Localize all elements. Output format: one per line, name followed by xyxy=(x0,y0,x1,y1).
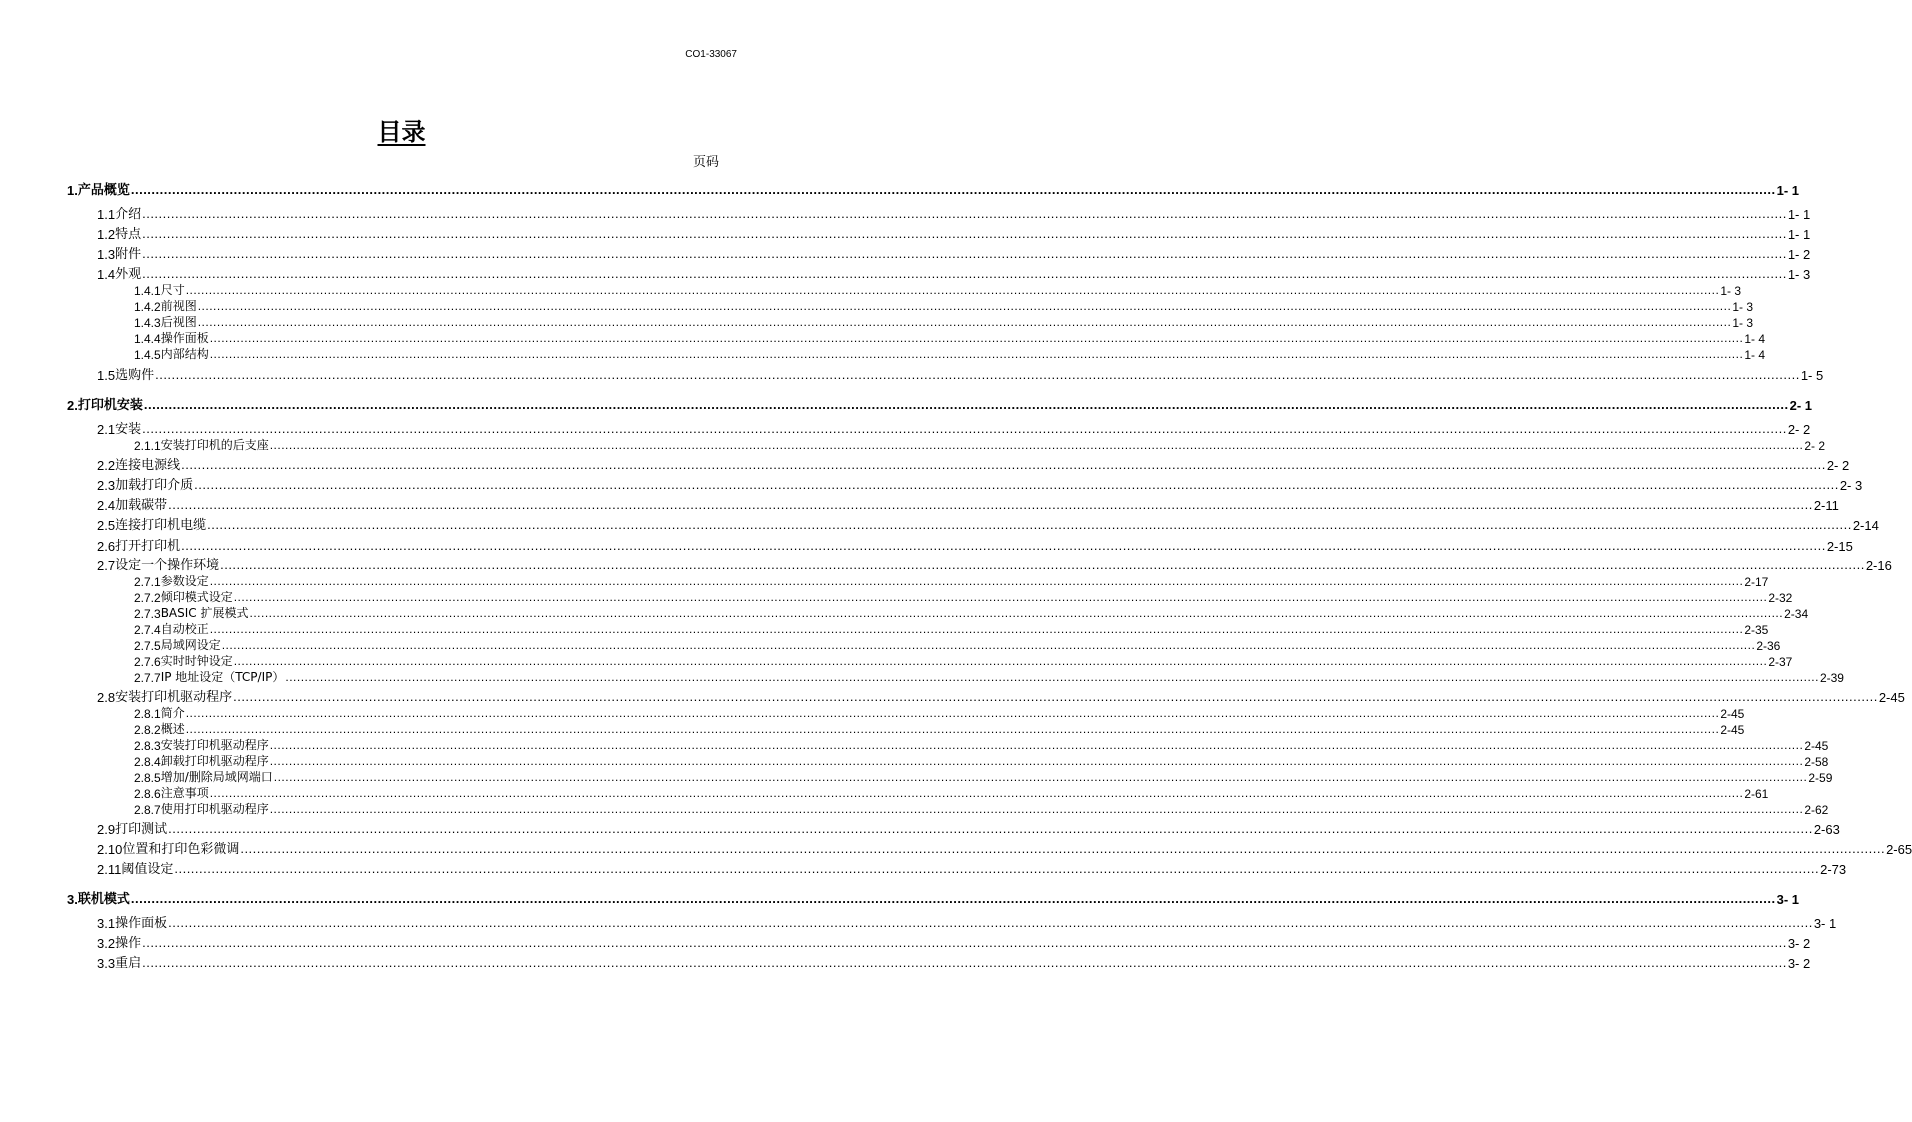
toc-entry-page-number: 2- 1 xyxy=(1789,398,1812,413)
document-id: CO1-33067 xyxy=(685,49,737,60)
toc-entry-1-4-4[interactable] xyxy=(134,331,1765,346)
toc-entry-title: 操作面板 xyxy=(160,331,209,345)
toc-entry-1[interactable] xyxy=(67,182,1799,198)
toc-entry-number: 3.3 xyxy=(97,956,116,971)
dot-leader: ................................................................................................................................................................................................................................................................................................................................................................................................................ xyxy=(209,331,1744,345)
dot-leader: ................................................................................................................................................................................................................................................................................................................................................................................................................ xyxy=(197,299,1732,313)
toc-entry-title: 安装打印机驱动程序 xyxy=(115,690,233,705)
dot-leader: ................................................................................................................................................................................................................................................................................................................................................................................................................ xyxy=(181,457,1826,472)
toc-entry-page-number: 2-62 xyxy=(1804,803,1829,817)
toc-entry-3-1[interactable] xyxy=(97,915,1837,931)
dot-leader: ................................................................................................................................................................................................................................................................................................................................................................................................................ xyxy=(269,754,1804,768)
toc-entry-title: 加载打印介质 xyxy=(115,478,194,493)
toc-entry-3-2[interactable] xyxy=(97,935,1811,951)
toc-entry-title: 连接打印机电缆 xyxy=(115,518,207,533)
toc-entry-1-3[interactable] xyxy=(97,246,1811,262)
toc-entry-title: 外观 xyxy=(115,267,142,282)
toc-entry-title: 简介 xyxy=(160,706,185,720)
toc-entry-number: 2.8.2 xyxy=(134,723,161,737)
toc-entry-title: 参数设定 xyxy=(160,574,209,588)
toc-entry-page-number: 1- 3 xyxy=(1732,316,1753,330)
page-title: 目录 xyxy=(377,118,426,146)
toc-entry-page-number: 2-39 xyxy=(1819,671,1844,685)
toc-entry-number: 2.7 xyxy=(97,558,116,573)
toc-entry-2-8-7[interactable] xyxy=(134,802,1829,817)
toc-entry-number: 1. xyxy=(67,183,78,198)
toc-entry-1-5[interactable] xyxy=(97,367,1824,383)
toc-entry-number: 1.4.5 xyxy=(134,348,161,362)
toc-entry-title: 打开打印机 xyxy=(115,539,181,554)
toc-entry-title: 后视图 xyxy=(160,315,197,329)
toc-entry-2-11[interactable] xyxy=(97,861,1847,877)
dot-leader: ................................................................................................................................................................................................................................................................................................................................................................................................................ xyxy=(233,590,1768,604)
dot-leader: ................................................................................................................................................................................................................................................................................................................................................................................................................ xyxy=(142,266,1787,281)
dot-leader: ................................................................................................................................................................................................................................................................................................................................................................................................................ xyxy=(142,955,1787,970)
toc-entry-2-8[interactable] xyxy=(97,689,1905,705)
toc-entry-number: 2.8.4 xyxy=(134,755,161,769)
toc-entry-number: 2.6 xyxy=(97,539,116,554)
dot-leader: ................................................................................................................................................................................................................................................................................................................................................................................................................ xyxy=(233,689,1878,704)
dot-leader: ................................................................................................................................................................................................................................................................................................................................................................................................................ xyxy=(269,738,1804,752)
toc-entry-title: 联机模式 xyxy=(77,892,130,907)
toc-entry-number: 2.8.6 xyxy=(134,787,161,801)
toc-entry-2-8-5[interactable] xyxy=(134,770,1833,785)
toc-entry-page-number: 1- 2 xyxy=(1787,247,1811,262)
toc-entry-title: 打印测试 xyxy=(115,822,168,837)
toc-entry-title: 前视图 xyxy=(160,299,197,313)
toc-entry-page-number: 1- 1 xyxy=(1787,227,1811,242)
toc-entry-2-7-6[interactable] xyxy=(134,654,1793,669)
toc-entry-2-7-4[interactable] xyxy=(134,622,1769,637)
toc-entry-number: 2.11 xyxy=(97,862,122,877)
toc-entry-1-4-2[interactable] xyxy=(134,299,1753,314)
toc-entry-2-7-2[interactable] xyxy=(134,590,1793,605)
toc-entry-title: 介绍 xyxy=(115,207,142,222)
toc-entry-title: 加载碳带 xyxy=(115,498,168,513)
toc-entry-page-number: 2-63 xyxy=(1813,822,1840,837)
toc-entry-1-4[interactable] xyxy=(97,266,1811,282)
dot-leader: ................................................................................................................................................................................................................................................................................................................................................................................................................ xyxy=(269,438,1804,452)
toc-entry-title: 卸载打印机驱动程序 xyxy=(160,754,269,768)
toc-entry-2-2[interactable] xyxy=(97,457,1850,473)
toc-entry-number: 2.4 xyxy=(97,498,116,513)
toc-entry-2-7-1[interactable] xyxy=(134,574,1769,589)
toc-entry-number: 2.5 xyxy=(97,518,116,533)
toc-entry-2-8-2[interactable] xyxy=(134,722,1745,737)
toc-entry-title: 内部结构 xyxy=(160,347,209,361)
toc-entry-title: 打印机安装 xyxy=(77,398,143,413)
toc-entry-number: 2.7.5 xyxy=(134,639,161,653)
toc-entry-page-number: 2-37 xyxy=(1768,655,1793,669)
toc-entry-number: 2.1.1 xyxy=(134,439,161,453)
dot-leader: ................................................................................................................................................................................................................................................................................................................................................................................................................ xyxy=(168,497,1813,512)
dot-leader: ................................................................................................................................................................................................................................................................................................................................................................................................................ xyxy=(168,821,1813,836)
toc-entry-number: 1.3 xyxy=(97,247,116,262)
toc-entry-page-number: 1- 4 xyxy=(1744,348,1765,362)
toc-entry-2-1-1[interactable] xyxy=(134,438,1825,453)
page-column-label: 页码 xyxy=(692,155,719,170)
toc-entry-title: 使用打印机驱动程序 xyxy=(160,802,269,816)
toc-entry-2-8-6[interactable] xyxy=(134,786,1769,801)
toc-entry-title: 附件 xyxy=(115,247,142,262)
toc-entry-page-number: 2- 2 xyxy=(1787,422,1811,437)
toc-entry-title: 安装打印机驱动程序 xyxy=(160,738,269,752)
dot-leader: ................................................................................................................................................................................................................................................................................................................................................................................................................ xyxy=(220,557,1865,572)
toc-entry-number: 1.4.1 xyxy=(134,284,161,298)
dot-leader: ................................................................................................................................................................................................................................................................................................................................................................................................................ xyxy=(194,477,1839,492)
toc-entry-page-number: 2-45 xyxy=(1720,723,1745,737)
toc-entry-page-number: 3- 2 xyxy=(1787,956,1811,971)
toc-entry-number: 2.8.1 xyxy=(134,707,161,721)
toc-entry-page-number: 1- 4 xyxy=(1744,332,1765,346)
dot-leader: ................................................................................................................................................................................................................................................................................................................................................................................................................ xyxy=(233,654,1768,668)
dot-leader: ................................................................................................................................................................................................................................................................................................................................................................................................................ xyxy=(142,246,1787,261)
toc-entry-page-number: 2-65 xyxy=(1886,842,1912,857)
dot-leader: ................................................................................................................................................................................................................................................................................................................................................................................................................ xyxy=(168,915,1813,930)
dot-leader: ................................................................................................................................................................................................................................................................................................................................................................................................................ xyxy=(240,841,1886,856)
toc-entry-number: 2.10 xyxy=(97,842,123,857)
dot-leader: ................................................................................................................................................................................................................................................................................................................................................................................................................ xyxy=(142,206,1787,221)
toc-entry-page-number: 2-11 xyxy=(1813,498,1839,513)
toc-entry-number: 1.4.3 xyxy=(134,316,161,330)
dot-leader: ................................................................................................................................................................................................................................................................................................................................................................................................................ xyxy=(221,638,1756,652)
toc-entry-number: 2.9 xyxy=(97,822,116,837)
dot-leader: ................................................................................................................................................................................................................................................................................................................................................................................................................ xyxy=(185,722,1720,736)
dot-leader: ................................................................................................................................................................................................................................................................................................................................................................................................................ xyxy=(142,421,1787,436)
toc-entry-1-2[interactable] xyxy=(97,226,1811,242)
toc-entry-3[interactable] xyxy=(67,891,1799,907)
dot-leader: ................................................................................................................................................................................................................................................................................................................................................................................................................ xyxy=(185,706,1720,720)
dot-leader: ................................................................................................................................................................................................................................................................................................................................................................................................................ xyxy=(269,802,1804,816)
toc-entry-page-number: 3- 1 xyxy=(1813,916,1837,931)
toc-entry-1-1[interactable] xyxy=(97,206,1811,222)
dot-leader: ................................................................................................................................................................................................................................................................................................................................................................................................................ xyxy=(209,347,1744,361)
toc-entry-title: 设定一个操作环境 xyxy=(115,558,220,573)
toc-entry-page-number: 2-15 xyxy=(1826,539,1853,554)
toc-entry-2-8-4[interactable] xyxy=(134,754,1829,769)
toc-entry-page-number: 2-32 xyxy=(1768,591,1793,605)
toc-entry-number: 3.1 xyxy=(97,916,116,931)
toc-entry-title: 安装 xyxy=(115,422,142,437)
dot-leader: ................................................................................................................................................................................................................................................................................................................................................................................................................ xyxy=(209,574,1744,588)
toc-entry-title: 自动校正 xyxy=(160,622,209,636)
toc-entry-title: 概述 xyxy=(160,722,185,736)
toc-entry-page-number: 2-45 xyxy=(1804,739,1829,753)
toc-entry-2-6[interactable] xyxy=(97,538,1853,554)
toc-entry-2-10[interactable] xyxy=(97,841,1912,857)
toc-entry-2-4[interactable] xyxy=(97,497,1839,513)
toc-entry-page-number: 2- 2 xyxy=(1826,458,1850,473)
toc-entry-number: 2.8.5 xyxy=(134,771,161,785)
toc-entry-page-number: 2- 3 xyxy=(1839,478,1863,493)
dot-leader: ................................................................................................................................................................................................................................................................................................................................................................................................................ xyxy=(209,622,1744,636)
toc-entry-number: 1.1 xyxy=(97,207,116,222)
toc-entry-number: 2.3 xyxy=(97,478,116,493)
toc-entry-number: 2. xyxy=(67,398,78,413)
toc-entry-2-7-3[interactable] xyxy=(134,606,1809,621)
toc-entry-page-number: 2-45 xyxy=(1720,707,1745,721)
toc-entry-number: 2.7.3 xyxy=(134,607,161,621)
toc-entry-number: 2.8.7 xyxy=(134,803,161,817)
dot-leader: ................................................................................................................................................................................................................................................................................................................................................................................................................ xyxy=(197,315,1732,329)
toc-entry-page-number: 2-58 xyxy=(1804,755,1829,769)
toc-entry-title: 重启 xyxy=(115,956,142,971)
toc-entry-page-number: 2-45 xyxy=(1878,690,1905,705)
toc-entry-title: 倾印模式设定 xyxy=(160,590,233,604)
toc-entry-number: 2.7.7 xyxy=(134,671,161,685)
toc-entry-title: IP 地址设定（TCP/IP） xyxy=(160,670,285,684)
dot-leader: ................................................................................................................................................................................................................................................................................................................................................................................................................ xyxy=(181,538,1826,553)
toc-entry-2-8-3[interactable] xyxy=(134,738,1829,753)
dot-leader: ................................................................................................................................................................................................................................................................................................................................................................................................................ xyxy=(155,367,1800,382)
toc-entry-2-9[interactable] xyxy=(97,821,1840,837)
dot-leader: ................................................................................................................................................................................................................................................................................................................................................................................................................ xyxy=(185,283,1720,297)
toc-entry-title: 产品概览 xyxy=(77,183,130,198)
toc-entry-page-number: 2-16 xyxy=(1865,558,1892,573)
toc-entry-2-7-7[interactable] xyxy=(134,670,1844,685)
toc-entry-1-4-5[interactable] xyxy=(134,347,1765,362)
toc-entry-page-number: 1- 5 xyxy=(1800,368,1824,383)
toc-entry-number: 3.2 xyxy=(97,936,116,951)
toc-entry-title: 操作面板 xyxy=(115,916,168,931)
toc-entry-2-3[interactable] xyxy=(97,477,1863,493)
toc-entry-1-4-1[interactable] xyxy=(134,283,1741,298)
toc-entry-title: 局域网设定 xyxy=(160,638,221,652)
dot-leader: ................................................................................................................................................................................................................................................................................................................................................................................................................ xyxy=(273,770,1808,784)
toc-entry-2-7[interactable] xyxy=(97,557,1892,573)
toc-entry-page-number: 2-35 xyxy=(1744,623,1769,637)
dot-leader: ................................................................................................................................................................................................................................................................................................................................................................................................................ xyxy=(174,861,1820,876)
toc-entry-title: 实时时钟设定 xyxy=(160,654,233,668)
dot-leader: ................................................................................................................................................................................................................................................................................................................................................................................................................ xyxy=(142,226,1787,241)
toc-entry-page-number: 2-73 xyxy=(1820,862,1847,877)
toc-entry-page-number: 1- 3 xyxy=(1720,284,1741,298)
dot-leader: ................................................................................................................................................................................................................................................................................................................................................................................................................ xyxy=(207,517,1852,532)
toc-entry-page-number: 1- 1 xyxy=(1787,207,1811,222)
toc-entry-2-5[interactable] xyxy=(97,517,1879,533)
toc-entry-page-number: 2-59 xyxy=(1808,771,1833,785)
toc-entry-3-3[interactable] xyxy=(97,955,1811,971)
toc-entry-page-number: 3- 1 xyxy=(1776,892,1799,907)
toc-entry-page-number: 2- 2 xyxy=(1804,439,1825,453)
toc-entry-title: 阈值设定 xyxy=(121,862,174,877)
dot-leader: ................................................................................................................................................................................................................................................................................................................................................................................................................ xyxy=(130,182,1776,197)
toc-entry-page-number: 3- 2 xyxy=(1787,936,1811,951)
toc-entry-number: 2.8.3 xyxy=(134,739,161,753)
dot-leader: ................................................................................................................................................................................................................................................................................................................................................................................................................ xyxy=(285,670,1819,684)
toc-entry-title: 特点 xyxy=(115,227,142,242)
toc-entry-number: 2.7.1 xyxy=(134,575,161,589)
dot-leader: ................................................................................................................................................................................................................................................................................................................................................................................................................ xyxy=(130,891,1776,906)
toc-entry-title: 选购件 xyxy=(115,368,155,383)
dot-leader: ................................................................................................................................................................................................................................................................................................................................................................................................................ xyxy=(249,606,1784,620)
toc-entry-page-number: 2-36 xyxy=(1756,639,1781,653)
toc-entry-number: 1.4 xyxy=(97,267,116,282)
toc-entry-page-number: 2-14 xyxy=(1852,518,1879,533)
toc-entry-number: 2.8 xyxy=(97,690,116,705)
toc-entry-page-number: 2-61 xyxy=(1744,787,1769,801)
toc-entry-title: 尺寸 xyxy=(160,283,185,297)
toc-entry-title: BASIC 扩展模式 xyxy=(160,606,249,620)
toc-entry-number: 2.2 xyxy=(97,458,116,473)
toc-entry-title: 连接电源线 xyxy=(115,458,181,473)
toc-entry-page-number: 1- 3 xyxy=(1732,300,1753,314)
toc-entry-page-number: 2-34 xyxy=(1784,607,1809,621)
toc-entry-number: 1.4.2 xyxy=(134,300,161,314)
toc-entry-page-number: 1- 3 xyxy=(1787,267,1811,282)
toc-entry-title: 位置和打印色彩微调 xyxy=(122,842,240,857)
toc-entry-2-1[interactable] xyxy=(97,421,1811,437)
dot-leader: ................................................................................................................................................................................................................................................................................................................................................................................................................ xyxy=(142,935,1787,950)
dot-leader: ................................................................................................................................................................................................................................................................................................................................................................................................................ xyxy=(209,786,1744,800)
toc-entry-number: 1.4.4 xyxy=(134,332,161,346)
toc-entry-number: 2.1 xyxy=(97,422,116,437)
toc-entry-number: 1.2 xyxy=(97,227,116,242)
toc-entry-title: 注意事项 xyxy=(160,786,209,800)
toc-entry-2-8-1[interactable] xyxy=(134,706,1745,721)
toc-entry-title: 增加/删除局域网端口 xyxy=(160,770,273,784)
toc-entry-number: 2.7.4 xyxy=(134,623,161,637)
toc-entry-page-number: 1- 1 xyxy=(1776,183,1799,198)
toc-entry-2[interactable] xyxy=(67,397,1812,413)
toc-entry-number: 1.5 xyxy=(97,368,116,383)
dot-leader: ................................................................................................................................................................................................................................................................................................................................................................................................................ xyxy=(143,397,1789,412)
toc-entry-number: 2.7.2 xyxy=(134,591,161,605)
toc-entry-title: 安装打印机的后支座 xyxy=(160,438,269,452)
toc-entry-number: 3. xyxy=(67,892,78,907)
toc-entry-page-number: 2-17 xyxy=(1744,575,1769,589)
toc-entry-2-7-5[interactable] xyxy=(134,638,1781,653)
toc-entry-number: 2.7.6 xyxy=(134,655,161,669)
toc-entry-1-4-3[interactable] xyxy=(134,315,1753,330)
toc-entry-title: 操作 xyxy=(115,936,142,951)
